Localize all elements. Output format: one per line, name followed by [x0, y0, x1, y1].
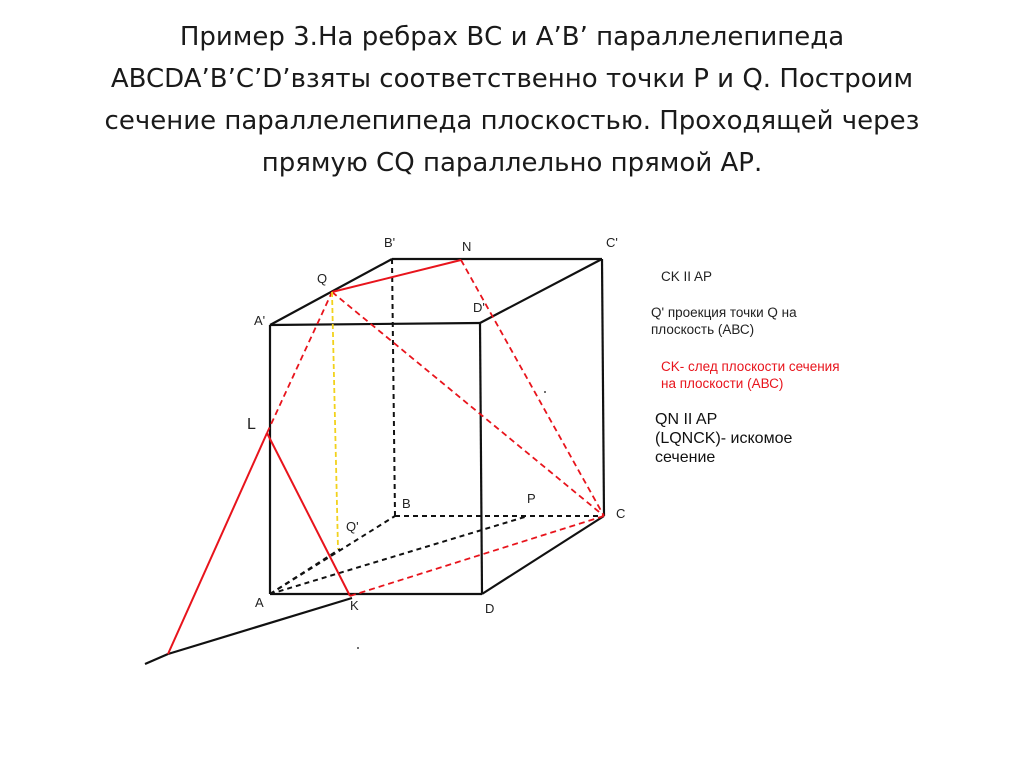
segment-n-c	[461, 260, 604, 516]
note-line: сечение	[655, 449, 716, 466]
edge-a1-b1	[270, 259, 392, 325]
projection-q-q0	[332, 292, 338, 549]
line-a-p	[270, 516, 528, 594]
edge-d1-d	[480, 323, 482, 594]
point-label-b: B	[402, 496, 411, 511]
visible-edges	[145, 259, 604, 664]
segment-q-n	[332, 260, 461, 292]
point-label-a1: A'	[254, 313, 266, 328]
point-label-c1: C'	[606, 235, 618, 250]
edge-d-c	[482, 516, 604, 594]
note-ck-parallel-ap	[661, 268, 712, 285]
point-label-d1: D'	[473, 300, 485, 315]
segment-l-q	[267, 292, 332, 433]
title-line: ABCDA’B’C’D’взяты соответственно точки Р и Q. Построим	[110, 64, 914, 94]
edge-c1-c	[602, 259, 604, 516]
note-line: CK II AP	[661, 269, 713, 284]
point-label-b1: B'	[384, 235, 396, 250]
point-label-p: P	[527, 491, 536, 506]
segment-l-k	[267, 433, 350, 596]
note-line: QN II AP	[655, 411, 718, 428]
note-line: плоскость (АВС)	[651, 322, 755, 337]
point-label-l: L	[247, 416, 256, 433]
stray-dot	[357, 647, 359, 649]
note-line: на плоскости (АВС)	[661, 376, 784, 391]
point-label-a: A	[255, 595, 264, 610]
note-trace-ck	[661, 358, 840, 392]
note-line: (LQNCK)- искомое	[655, 430, 793, 447]
line-q-c	[332, 292, 604, 516]
segment-k-c	[350, 516, 604, 596]
ray-a-k-extension	[145, 654, 168, 664]
point-label-q: Q	[317, 271, 328, 286]
edge-a1-d1	[270, 323, 480, 325]
title-line: прямую CQ параллельно прямой АР.	[261, 148, 763, 178]
point-label-q0: Q'	[346, 519, 359, 534]
note-projection-q	[651, 304, 797, 338]
segment-extension-l	[168, 433, 267, 654]
title-line: сечение параллелепипеда плоскостью. Проходящей через	[104, 106, 920, 136]
edge-b1-b	[392, 259, 395, 516]
point-label-c: C	[616, 506, 626, 521]
title-line: Пример 3.На ребрах ВС и А’В’ параллелепипеда	[179, 22, 845, 52]
point-label-k: K	[350, 598, 359, 613]
note-line: CK- след плоскости сечения	[661, 359, 840, 374]
edge-d1-c1	[480, 259, 602, 323]
section-dashed	[267, 260, 604, 596]
point-label-d: D	[485, 601, 495, 616]
stray-dot	[544, 391, 546, 393]
note-line: Q' проекция точки Q на	[651, 305, 797, 320]
note-section-result	[655, 410, 792, 467]
point-label-n: N	[462, 239, 472, 254]
